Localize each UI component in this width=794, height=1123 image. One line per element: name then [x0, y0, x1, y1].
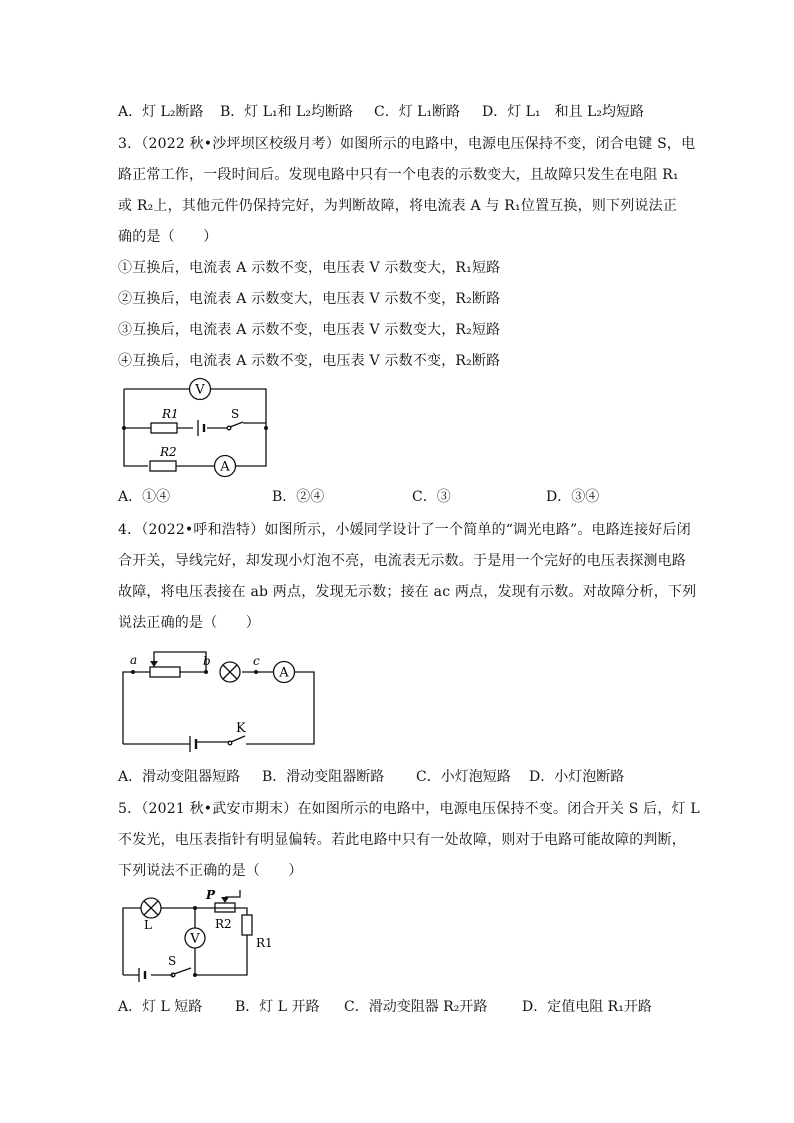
q4-point-b-label: b — [203, 654, 211, 668]
q5-stem-line-2: 不发光，电压表指针有明显偏转。若此电路中只有一处故障，则对于电路可能故障的判断， — [118, 832, 686, 848]
q3-statement-3: ③互换后，电流表 A 示数不变，电压表 V 示数变大，R₂短路 — [118, 322, 501, 338]
q2-option-b: B．灯 L₁和 L₂均断路 — [220, 104, 354, 120]
q3-stem-line-1: 3．（2022 秋•沙坪坝区校级月考）如图所示的电路中，电源电压保持不变，闭合电键 S，电 — [118, 136, 696, 152]
q4-rheostat — [150, 667, 180, 677]
q5-r1-resistor — [242, 915, 252, 935]
q5-option-d: D．定值电阻 R₁开路 — [522, 999, 652, 1015]
q3-ammeter-label: A — [220, 459, 230, 475]
q5-switch-lever — [174, 968, 191, 974]
q2-option-d: D．灯 L₁ 和且 L₂均短路 — [482, 104, 644, 120]
q3-statement-1: ①互换后，电流表 A 示数不变，电压表 V 示数变大，R₁短路 — [118, 260, 501, 276]
q3-r2-resistor — [150, 461, 176, 471]
q4-circuit-diagram — [118, 640, 318, 750]
q5-slider-wire — [225, 890, 240, 897]
q3-circuit-diagram — [118, 378, 278, 474]
q5-stem-line-3: 下列说法不正确的是（ ） — [118, 863, 303, 879]
q2-option-a: A．灯 L₂断路 — [118, 104, 204, 120]
q3-stem-line-3: 或 R₂上，其他元件仍保持完好，为判断故障，将电流表 A 与 R₁位置互换，则下列说法正 — [118, 198, 678, 214]
q4-rheostat-slider-arrow — [150, 661, 158, 667]
q3-stem-line-4: 确的是（ ） — [118, 229, 218, 245]
q2-option-c: C．灯 L₁断路 — [374, 104, 461, 120]
q4-stem-line-2: 合开关，导线完好，却发现小灯泡不亮，电流表无示数。于是用一个完好的电压表探测电路 — [118, 553, 686, 569]
q5-lamp-cross — [144, 901, 158, 915]
q3-switch-label: S — [231, 407, 240, 421]
q4-stem-line-1: 4．（2022•呼和浩特）如图所示，小媛同学设计了一个简单的“调光电路”。电路连接好后闭 — [118, 522, 691, 538]
q5-voltmeter-label: V — [190, 931, 200, 947]
q4-point-c-label: c — [253, 654, 260, 668]
q5-switch-label: S — [168, 954, 177, 968]
q3-r1-resistor — [151, 423, 177, 433]
q4-stem-line-3: 故障，将电压表接在 ab 两点，发现无示数；接在 ac 两点，发现有示数。对故障分析，下列 — [118, 584, 697, 600]
q3-middle-branch-wire — [124, 423, 266, 428]
q4-option-c: C．小灯泡短路 — [416, 769, 511, 785]
q3-r1-label: R1 — [162, 407, 179, 421]
q3-statement-4: ④互换后，电流表 A 示数不变，电压表 V 示数不变，R₂断路 — [118, 353, 501, 369]
q4-option-b: B．滑动变阻器断路 — [262, 769, 385, 785]
q5-junction-top — [193, 906, 197, 910]
q4-option-a: A．滑动变阻器短路 — [118, 769, 241, 785]
q4-point-a-label: a — [130, 653, 138, 667]
q4-ammeter-label: A — [279, 665, 289, 681]
q5-stem-line-1: 5．（2021 秋•武安市期末）在如图所示的电路中，电源电压保持不变。闭合开关 S 后，灯 L — [118, 801, 700, 817]
q3-junction-right — [264, 426, 268, 430]
q4-stem-line-4: 说法正确的是（ ） — [118, 615, 260, 631]
q4-switch-label: K — [236, 721, 246, 736]
q3-option-b: B．②④ — [272, 489, 325, 505]
q4-switch-lever — [231, 736, 245, 742]
q4-point-a-dot — [131, 670, 135, 674]
q5-slider-label: P — [206, 888, 216, 902]
q5-option-c: C．滑动变阻器 R₂开路 — [344, 999, 488, 1015]
q5-circuit-diagram — [118, 885, 278, 980]
q4-lamp-cross — [223, 665, 237, 679]
q3-statement-2: ②互换后，电流表 A 示数变大，电压表 V 示数不变，R₂断路 — [118, 291, 501, 307]
q5-option-b: B．灯 L 开路 — [235, 999, 320, 1015]
q5-option-a: A．灯 L 短路 — [118, 999, 203, 1015]
q3-option-d: D．③④ — [546, 489, 600, 505]
q4-point-c-dot — [254, 670, 258, 674]
q5-lamp-label: L — [144, 918, 152, 932]
q5-slider-arrow — [221, 897, 229, 903]
q5-r2-label: R2 — [215, 917, 232, 931]
q5-r1-label: R1 — [256, 936, 273, 950]
q5-junction-bottom — [193, 973, 197, 977]
q4-point-b-dot — [204, 670, 208, 674]
q3-r2-label: R2 — [160, 445, 177, 459]
q3-option-c: C．③ — [412, 489, 451, 505]
q3-option-a: A．①④ — [118, 489, 171, 505]
q3-switch-lever — [230, 422, 243, 427]
q3-voltmeter-label: V — [195, 382, 205, 398]
q3-stem-line-2: 路正常工作，一段时间后。发现电路中只有一个电表的示数变大，且故障只发生在电阻 R₁ — [118, 167, 679, 183]
q4-option-d: D．小灯泡断路 — [529, 769, 625, 785]
q3-junction-left — [122, 426, 126, 430]
